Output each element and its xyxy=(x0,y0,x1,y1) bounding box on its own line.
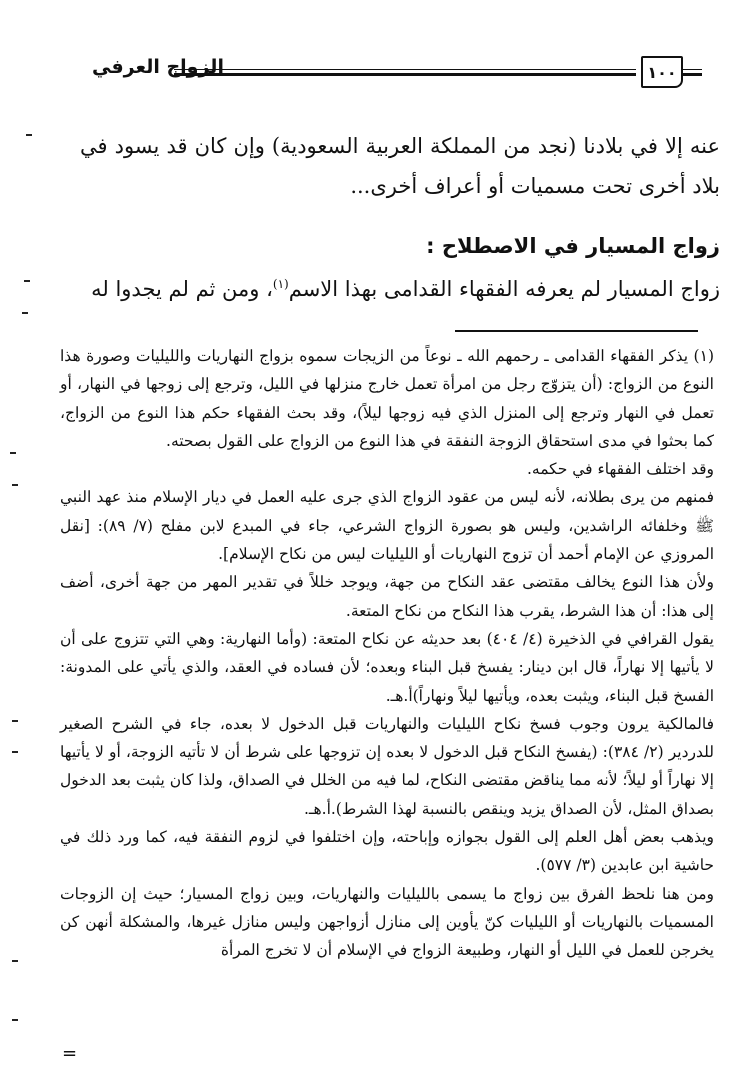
footnote-line: ولأن هذا النوع يخالف مقتضى عقد النكاح من جهة، ويوجد خللاً في تقدير المهر من جهة أخرى، أضف إلى هذا: أن هذا الشرط، يقرب هذا النكاح من نكاح المتعة. xyxy=(60,573,714,620)
footnote-1-definition: (١) يذكر الفقهاء القدامى ـ رحمهم الله ـ نوعاً من الزيجات سموه بزواج النهاريات والليليات وصورة هذا النوع من الزواج: (أن يتزوّج رجل من امرأة تعمل خارج منزلها في الليل، وترجع إلى زوجها في النهار، أو تعمل في النهار وترجع إلى المنزل الذي فيه زوجها ليلاً)، وقد بحث الفقهاء حكم هذا النوع من الزواج، كما بحثوا في مدى استحقاق الزوجة النفقة في هذا النوع من الزواج على القول بصحته. xyxy=(60,347,714,450)
margin-speck xyxy=(24,280,30,282)
margin-speck xyxy=(26,134,32,136)
margin-speck xyxy=(12,751,18,753)
footnote-line: يقول القرافي في الذخيرة (٤/ ٤٠٤) بعد حديثه عن نكاح المتعة: (وأما النهارية: وهي التي تتزوج على أن لا يأتيها إلا نهاراً، قال ابن دينار: يفسخ قبل البناء وبعده؛ لأن فساده في العقد، والذي يأتي على المدونة: الفسخ قبل البناء، ويثبت بعده، ويأتيها ليلاً ونهاراً)أ.هـ. xyxy=(60,629,714,705)
header-rule-divider xyxy=(174,69,636,76)
footnotes-section xyxy=(60,342,714,965)
footnote-line: ويذهب بعض أهل العلم إلى القول بجوازه وإباحته، وإن اختلفوا في لزوم النفقة فيه، كما ورد ذلك في حاشية ابن عابدين (٣/ ٥٧٧). xyxy=(60,828,714,875)
header-rule-tail-divider xyxy=(682,69,702,76)
paragraph-2-text: زواج المسيار لم يعرفه الفقهاء القدامى بهذا الاسم xyxy=(288,277,720,301)
main-body-text xyxy=(80,126,720,206)
footnote-line: فمنهم من يرى بطلانه، لأنه ليس من عقود الزواج الذي جرى عليه العمل في ديار الإسلام منذ عهد النبي ﷺ وخلفائه الراشدين، وليس هو بصورة الزواج الشرعي، جاء في المبدع لابن مفلح (٧/ ٨٩): [نقل المروزي عن الإمام أحمد أن تزوج النهاريات أو الليليات ليس من نكاح الإسلام]. xyxy=(60,488,714,564)
main-section xyxy=(80,228,720,309)
footnote-continuation-mark: = xyxy=(62,1043,78,1064)
body-paragraph-2 xyxy=(80,264,720,309)
margin-speck xyxy=(12,960,18,962)
paragraph-2-text-continued: ، ومن ثم لم يجدوا له xyxy=(91,277,273,301)
margin-speck xyxy=(10,452,16,454)
page-number: ١٠٠ xyxy=(641,56,683,88)
footnote-line: ومن هنا نلحظ الفرق بين زواج ما يسمى بالليليات والنهاريات، وبين زواج المسيار؛ حيث إن الزوجات المسميات بالنهاريات أو الليليات كنّ يأوين إلى منازل أزواجهن وليس منازل غيرها، والمشكلة أنهن كن يخرجن للعمل في الليل أو النهار، وطبيعة الزواج في الإسلام أن لا تخرج المرأة xyxy=(60,884,714,960)
section-heading: زواج المسيار في الاصطلاح : xyxy=(426,234,720,258)
footnote-separator xyxy=(455,330,698,332)
body-paragraph-1: عنه إلا في بلادنا (نجد من المملكة العربية السعودية) وإن كان قد يسود في بلاد أخرى تحت مسميات أو أعراف أخرى... xyxy=(80,134,720,198)
footnote-line: وقد اختلف الفقهاء في حكمه. xyxy=(526,460,714,479)
margin-speck xyxy=(12,484,18,486)
footnote-reference-1[interactable]: (١) xyxy=(272,277,289,291)
margin-speck xyxy=(22,312,28,314)
margin-speck xyxy=(12,720,18,722)
running-header xyxy=(92,52,702,92)
book-title: الزواج العرفي xyxy=(92,56,224,78)
margin-speck xyxy=(12,1019,18,1021)
footnote-line: فالمالكية يرون وجوب فسخ نكاح الليليات والنهاريات قبل الدخول لا بعده، جاء في الشرح الصغير للدردير (٢/ ٣٨٤): (يفسخ النكاح قبل الدخول لا بعده إن تزوجها على شرط أن لا تأتيه الزوجة، أو لا يأتيها إلا نهاراً أو ليلاً؛ لأنه مما يناقض مقتضى النكاح، لما فيه من الخلل في الصداق، ولذا كان يثبت بعد الدخول بصداق المثل، لأن الصداق يزيد وينقص بالنسبة لهذا الشرط).أ.هـ. xyxy=(60,714,714,818)
